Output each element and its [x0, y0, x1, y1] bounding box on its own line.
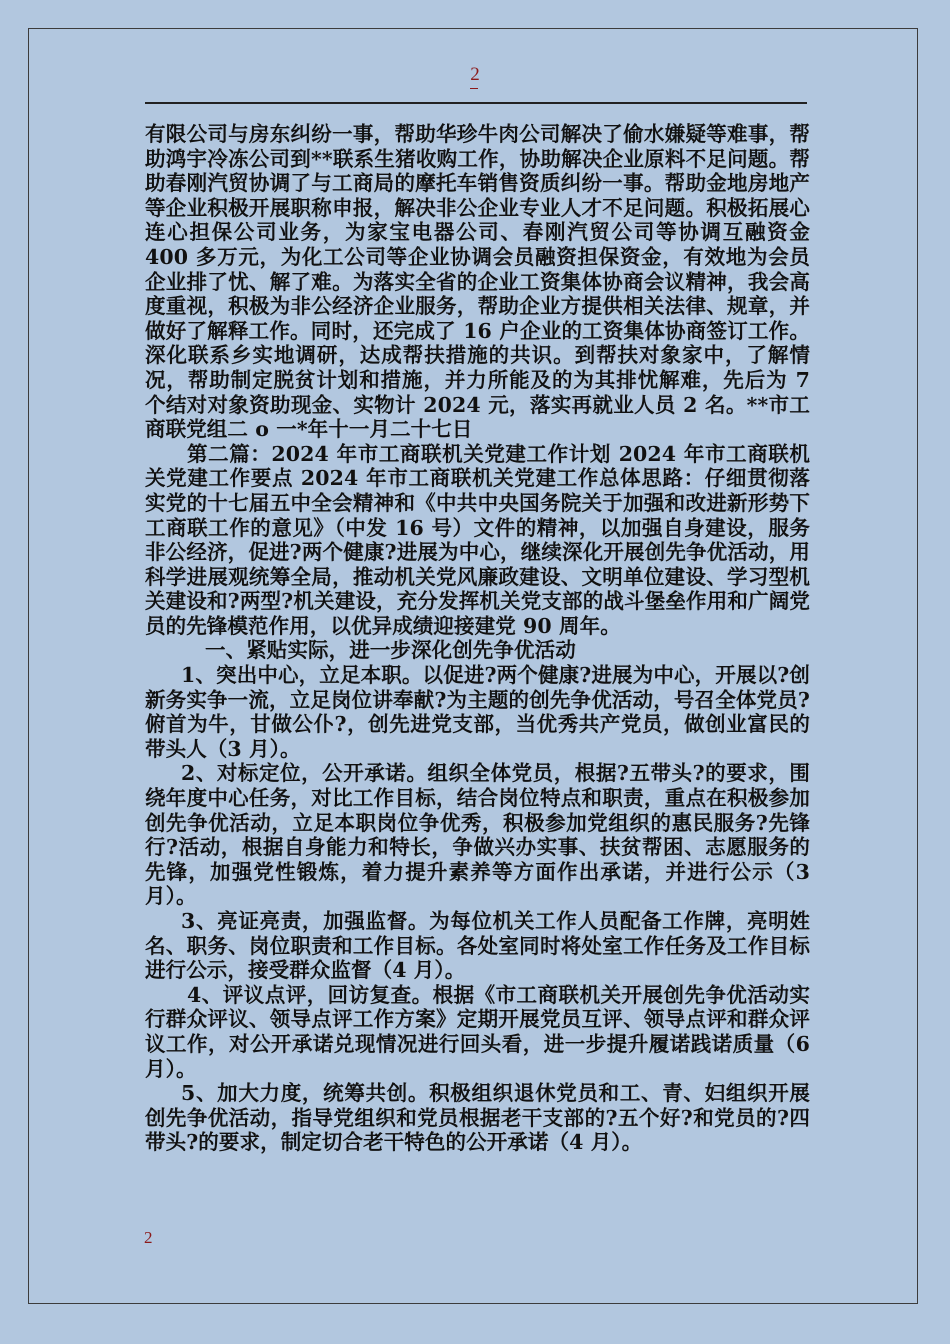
footer-page-number: 2: [144, 1228, 153, 1247]
paragraph-item-5: 5、加大力度，统筹共创。积极组织退休党员和工、青、妇组织开展创先争优活动，指导党组织和党员根据老干支部的?五个好?和党员的?四带头?的要求，制定切合老干特色的公开承诺（4 月）。: [145, 1081, 810, 1155]
paragraph-item-2: 2、对标定位，公开承诺。组织全体党员，根据?五带头?的要求，围绕年度中心任务，对比工作目标，结合岗位特点和职责，重点在积极参加创先争优活动，立足本职岗位争优秀，积极参加党组织的惠民服务?先锋行?活动，根据自身能力和特长，争做兴办实事、扶贫帮困、志愿服务的先锋，加强党性锻炼，着力提升素养等方面作出承诺，并进行公示（3 月）。: [145, 761, 810, 909]
paragraph-item-3: 3、亮证亮责，加强监督。为每位机关工作人员配备工作牌，亮明姓名、职务、岗位职责和工作目标。各处室同时将处室工作任务及工作目标进行公示，接受群众监督（4 月）。: [145, 909, 810, 983]
paragraph-item-1: 1、突出中心，立足本职。以促进?两个健康?进展为中心，开展以?创新务实争一流，立足岗位讲奉献?为主题的创先争优活动，号召全体党员?俯首为牛，甘做公仆?，创先进党支部，当优秀共产党员，做创业富民的带头人（3 月）。: [145, 663, 810, 761]
paragraph-1: 有限公司与房东纠纷一事，帮助华珍牛肉公司解决了偷水嫌疑等难事，帮助鸿宇冷冻公司到**联系生猪收购工作，协助解决企业原料不足问题。帮助春刚汽贸协调了与工商局的摩托车销售资质纠纷一事。帮助金地房地产等企业积极开展职称申报，解决非公企业专业人才不足问题。积极拓展心连心担保公司业务，为家宝电器公司、春刚汽贸公司等协调互融资金 400 多万元，为化工公司等企业协调会员融资担保资金，有效地为会员企业排了忧、解了难。为落实全省的企业工资集体协商会议精神，我会高度重视，积极为非公经济企业服务，帮助企业方提供相关法律、规章，并做好了解释工作。同时，还完成了 16 户企业的工资集体协商签订工作。深化联系乡实地调研，达成帮扶措施的共识。到帮扶对象家中，了解情况，帮助制定脱贫计划和措施，并力所能及的为其排忧解难，先后为 7 个结对对象资助现金、实物计 2024 元，落实再就业人员 2 名。**市工商联党组二 o 一*年十一月二十七日: [145, 122, 810, 442]
header-divider: [145, 102, 807, 104]
paragraph-item-4: 4、评议点评，回访复查。根据《市工商联机关开展创先争优活动实行群众评议、领导点评工作方案》定期开展党员互评、领导点评和群众评议工作，对公开承诺兑现情况进行回头看，进一步提升履诺践诺质量（6 月）。: [145, 982, 810, 1081]
header-page-number: 2: [470, 64, 480, 85]
document-body: [145, 122, 810, 1155]
section-heading: 一、紧贴实际，进一步深化创先争优活动: [205, 638, 576, 663]
header-underline: [470, 88, 478, 89]
paragraph-2: 第二篇：2024 年市工商联机关党建工作计划 2024 年市工商联机关党建工作要点 2024 年市工商联机关党建工作总体思路：仔细贯彻落实党的十七届五中全会精神和《中共中央国务院关于加强和改进新形势下工商联工作的意见》（中发 16 号）文件的精神，以加强自身建设，服务非公经济，促进?两个健康?进展为中心，继续深化开展创先争优活动，用科学进展观统筹全局，推动机关党风廉政建设、文明单位建设、学习型机关建设和?两型?机关建设，充分发挥机关党支部的战斗堡垒作用和广阔党员的先锋模范作用，以优异成绩迎接建党 90 周年。: [145, 441, 810, 638]
